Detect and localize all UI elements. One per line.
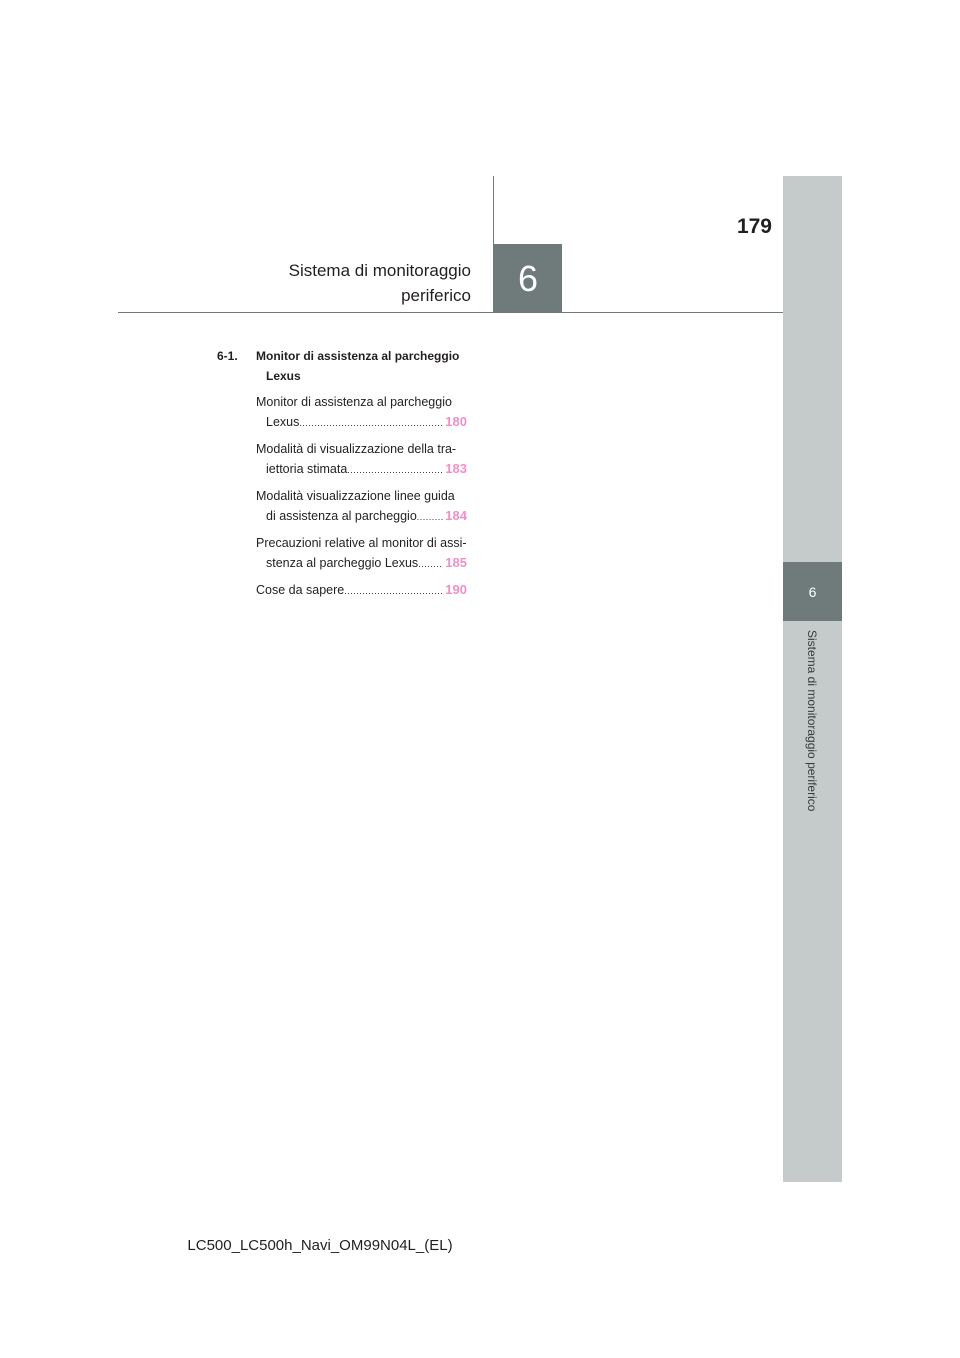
toc-page-link[interactable]: 185 — [445, 555, 467, 570]
toc-entry-title-line2: di assistenza al parcheggio — [266, 509, 417, 523]
toc-entry[interactable] — [217, 439, 467, 480]
toc-entry-title-line1: Monitor di assistenza al parcheggio — [256, 395, 452, 409]
leader-dots — [347, 460, 443, 480]
toc-page-link[interactable]: 190 — [445, 582, 467, 597]
leader-dots — [417, 507, 444, 527]
chapter-title — [289, 258, 471, 308]
chapter-number-box: 6 — [494, 244, 562, 313]
toc-entry[interactable] — [217, 580, 467, 601]
toc-entry[interactable] — [217, 533, 467, 574]
header-divider-horizontal — [118, 312, 783, 313]
document-code — [0, 1237, 960, 1254]
toc-section-title-line2: Lexus — [266, 369, 301, 383]
leader-dots — [344, 581, 443, 601]
leader-dots — [299, 413, 443, 433]
chapter-title-line2: periferico — [401, 286, 471, 305]
toc-entry-title-line2: stenza al parcheggio Lexus — [266, 556, 419, 570]
toc-entry-title-line1: Modalità di visualizzazione della tra- — [256, 442, 457, 456]
toc-entry[interactable] — [217, 392, 467, 433]
toc-entry[interactable] — [217, 486, 467, 527]
toc-page-link[interactable]: 183 — [445, 461, 467, 476]
table-of-contents — [217, 346, 467, 601]
toc-page-link[interactable]: 180 — [445, 414, 467, 429]
toc-section-heading — [217, 346, 467, 386]
toc-entry-title-line2: Lexus — [266, 415, 300, 429]
toc-entry-title-line1: Modalità visualizzazione linee guida — [256, 489, 455, 503]
toc-section-number: 6-1. — [217, 349, 238, 363]
toc-entry-title: Cose da sapere — [256, 583, 345, 597]
leader-dots — [418, 554, 443, 574]
chapter-title-line1: Sistema di monitoraggio — [288, 261, 471, 280]
document-code-text: LC500_LC500h_Navi_OM99N04L_(EL) — [187, 1237, 453, 1254]
side-tab-number: 6 — [783, 562, 842, 621]
page-number: 179 — [736, 215, 772, 238]
toc-entry-title-line2: iettoria stimata — [266, 462, 348, 476]
toc-page-link[interactable]: 184 — [445, 508, 467, 523]
side-tab-label: Sistema di monitoraggio periferico — [805, 630, 819, 812]
toc-section-title-line1: Monitor di assistenza al parcheggio — [256, 349, 460, 363]
toc-entry-title-line1: Precauzioni relative al monitor di assi- — [256, 536, 467, 550]
